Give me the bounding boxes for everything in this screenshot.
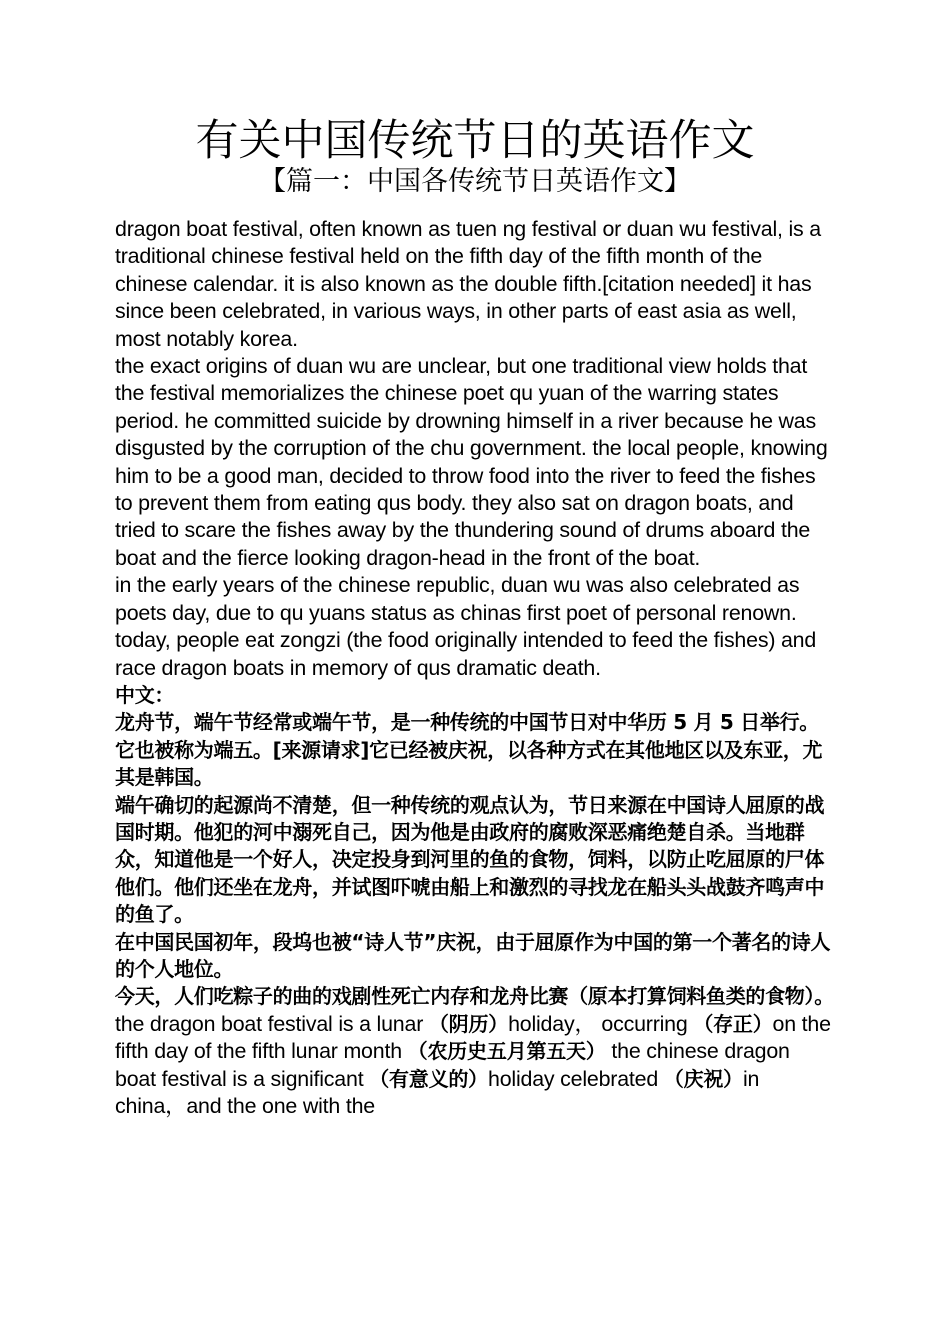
vocab-text: the dragon boat festival is a lunar xyxy=(115,1011,429,1036)
vocab-text: the chinese dragon boat festival is a significant xyxy=(115,1039,790,1091)
document-subtitle: 【篇一：中国各传统节日英语作文】 xyxy=(259,166,691,197)
english-paragraph: the exact origins of duan wu are unclear, but one traditional view holds that the festival memorializes the chinese poet qu yuan of the warring states period. he committed suicide by drowning himself in a river because he was disgusted by the corruption of the chu government. the local people, knowing him to be a good man, decided to throw food into the river to feed the fishes to prevent them from eating qus body. they also sat on dragon boats, and tried to scare the fishes away by the thundering sound of drums aboard the boat and the fierce looking dragon-head in the front of the boat. xyxy=(115,354,828,570)
vocab-gloss: （庆祝） xyxy=(663,1066,743,1091)
vocab-text: in china，and the one with the xyxy=(115,1066,760,1118)
chinese-heading: 中文： xyxy=(115,682,175,707)
chinese-paragraph: 在中国民国初年，段坞也被“诗人节”庆祝，由于屈原作为中国的第一个著名的诗人的个人地位。 xyxy=(115,929,831,981)
chinese-paragraph: 端午确切的起源尚不清楚，但一种传统的观点认为，节日来源在中国诗人屈原的战国时期。他犯的河中溺死自己，因为他是由政府的腐败深恶痛绝楚自杀。当地群众，知道他是一个好人，决定投身到河里的鱼的食物，饲料，以防止吃屈原的尸体他们。他们还坐在龙舟，并试图吓唬由船上和激烈的寻找龙在船头头战鼓齐鸣声中的鱼了。 xyxy=(115,792,825,927)
vocab-text: holiday， occurring xyxy=(508,1011,694,1036)
vocab-paragraph xyxy=(115,1011,835,1121)
vocab-text: on the fifth day of the fifth lunar month xyxy=(115,1011,831,1064)
english-paragraph: in the early years of the chinese republic, duan wu was also celebrated as poets day, due to qu yuans status as chinas first poet of personal renown. xyxy=(115,573,800,625)
vocab-gloss: （阴历） xyxy=(428,1011,509,1036)
vocab-gloss: （农历史五月第五天） xyxy=(407,1039,606,1064)
chinese-paragraph: 今天，人们吃粽子的曲的戏剧性死亡内存和龙舟比赛（原本打算饲料鱼类的食物）。 xyxy=(115,984,834,1009)
document-title: 有关中国传统节日的英语作文 xyxy=(195,116,755,166)
chinese-paragraph: 龙舟节，端午节经常或端午节，是一种传统的中国节日对中华历 5 月 5 日举行。它也被称为端五。[来源请求]它已经被庆祝，以各种方式在其他地区以及东亚，尤其是韩国。 xyxy=(115,710,823,790)
vocab-gloss: （存正） xyxy=(693,1011,773,1036)
english-paragraph: today, people eat zongzi (the food originally intended to feed the fishes) and race dragon boats in memory of qus dramatic death. xyxy=(115,628,817,680)
vocab-text: holiday celebrated xyxy=(488,1066,664,1091)
vocab-gloss: （有意义的） xyxy=(369,1066,488,1091)
document-body xyxy=(115,216,835,1120)
english-paragraph: dragon boat festival, often known as tuen ng festival or duan wu festival, is a traditional chinese festival held on the fifth day of the fifth month of the chinese calendar. it is also known as the double fifth.[citation needed] it has since been celebrated, in various ways, in other parts of east asia as well, most notably korea. xyxy=(115,217,821,351)
